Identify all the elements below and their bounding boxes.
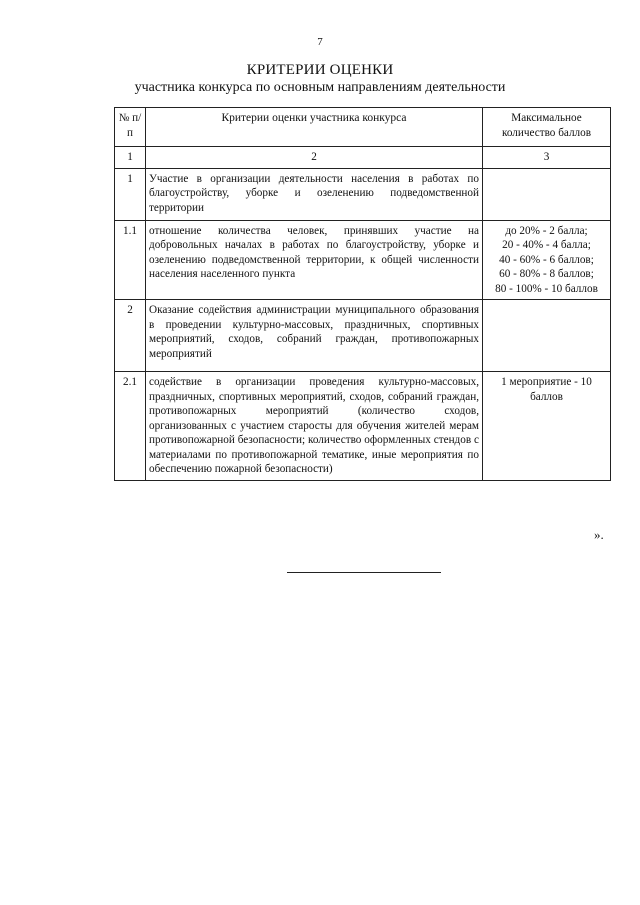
table-row: [115, 168, 611, 220]
row-max-score: [483, 300, 611, 372]
row-max-score: [483, 168, 611, 220]
row-max-score: [483, 220, 611, 300]
header-max-score: Максимальное количество баллов: [483, 108, 611, 147]
score-scale-line: 1 мероприятие - 10 баллов: [501, 376, 592, 403]
page-number: 7: [317, 36, 323, 48]
score-scale-line: до 20% - 2 балла;: [505, 224, 588, 237]
row-max-score: [483, 372, 611, 481]
row-criteria: Участие в организации деятельности населения в работах по благоустройству, уборке и озеленению подведомственной территории: [146, 168, 483, 220]
score-scale-line: 80 - 100% - 10 баллов: [495, 282, 598, 295]
column-index-row: [115, 147, 611, 169]
document-title: КРИТЕРИИ ОЦЕНКИ: [246, 62, 394, 78]
header-criteria: Критерии оценки участника конкурса: [146, 108, 483, 147]
table-row: [115, 372, 611, 481]
table-header-row: [115, 108, 611, 147]
row-criteria: Оказание содействия администрации муниципального образования в проведении культурно-массовых, праздничных, спортивных мероприятий, сходов, собраний граждан, противопожарных мероприятий: [146, 300, 483, 372]
table-row: [115, 220, 611, 300]
header-number: № п/п: [115, 108, 146, 147]
column-index: 2: [146, 147, 483, 169]
score-scale-line: 40 - 60% - 6 баллов;: [499, 253, 594, 266]
bottom-divider: [287, 572, 441, 573]
score-scale-line: 60 - 80% - 8 баллов;: [499, 268, 594, 280]
closing-quote: ».: [594, 527, 604, 542]
document-subtitle: участника конкурса по основным направлениям деятельности: [134, 80, 506, 95]
score-scale-line: 20 - 40% - 4 балла;: [502, 239, 591, 251]
row-criteria: содействие в организации проведения культурно-массовых, праздничных, спортивных мероприятий, сходов, собраний граждан, противопожарных мероприятий (количество сходов, организованных с участием старосты для обучения жителей мерам противопожарной безопасности; количество оформленных стендов с материалами по противопожарной тематике, иные мероприятия по обеспечению пожарной безопасности): [146, 372, 483, 481]
row-number: 2.1: [115, 372, 146, 481]
row-number: 1: [115, 168, 146, 220]
column-index: 1: [115, 147, 146, 169]
criteria-table: [114, 107, 611, 481]
column-index: 3: [483, 147, 611, 169]
row-number: 2: [115, 300, 146, 372]
table-row: [115, 300, 611, 372]
row-criteria: отношение количества человек, принявших участие на добровольных началах в работах по благоустройству, уборке и озеленению подведомственной территории, к общей численности населения населенного пункта: [146, 220, 483, 300]
row-number: 1.1: [115, 220, 146, 300]
